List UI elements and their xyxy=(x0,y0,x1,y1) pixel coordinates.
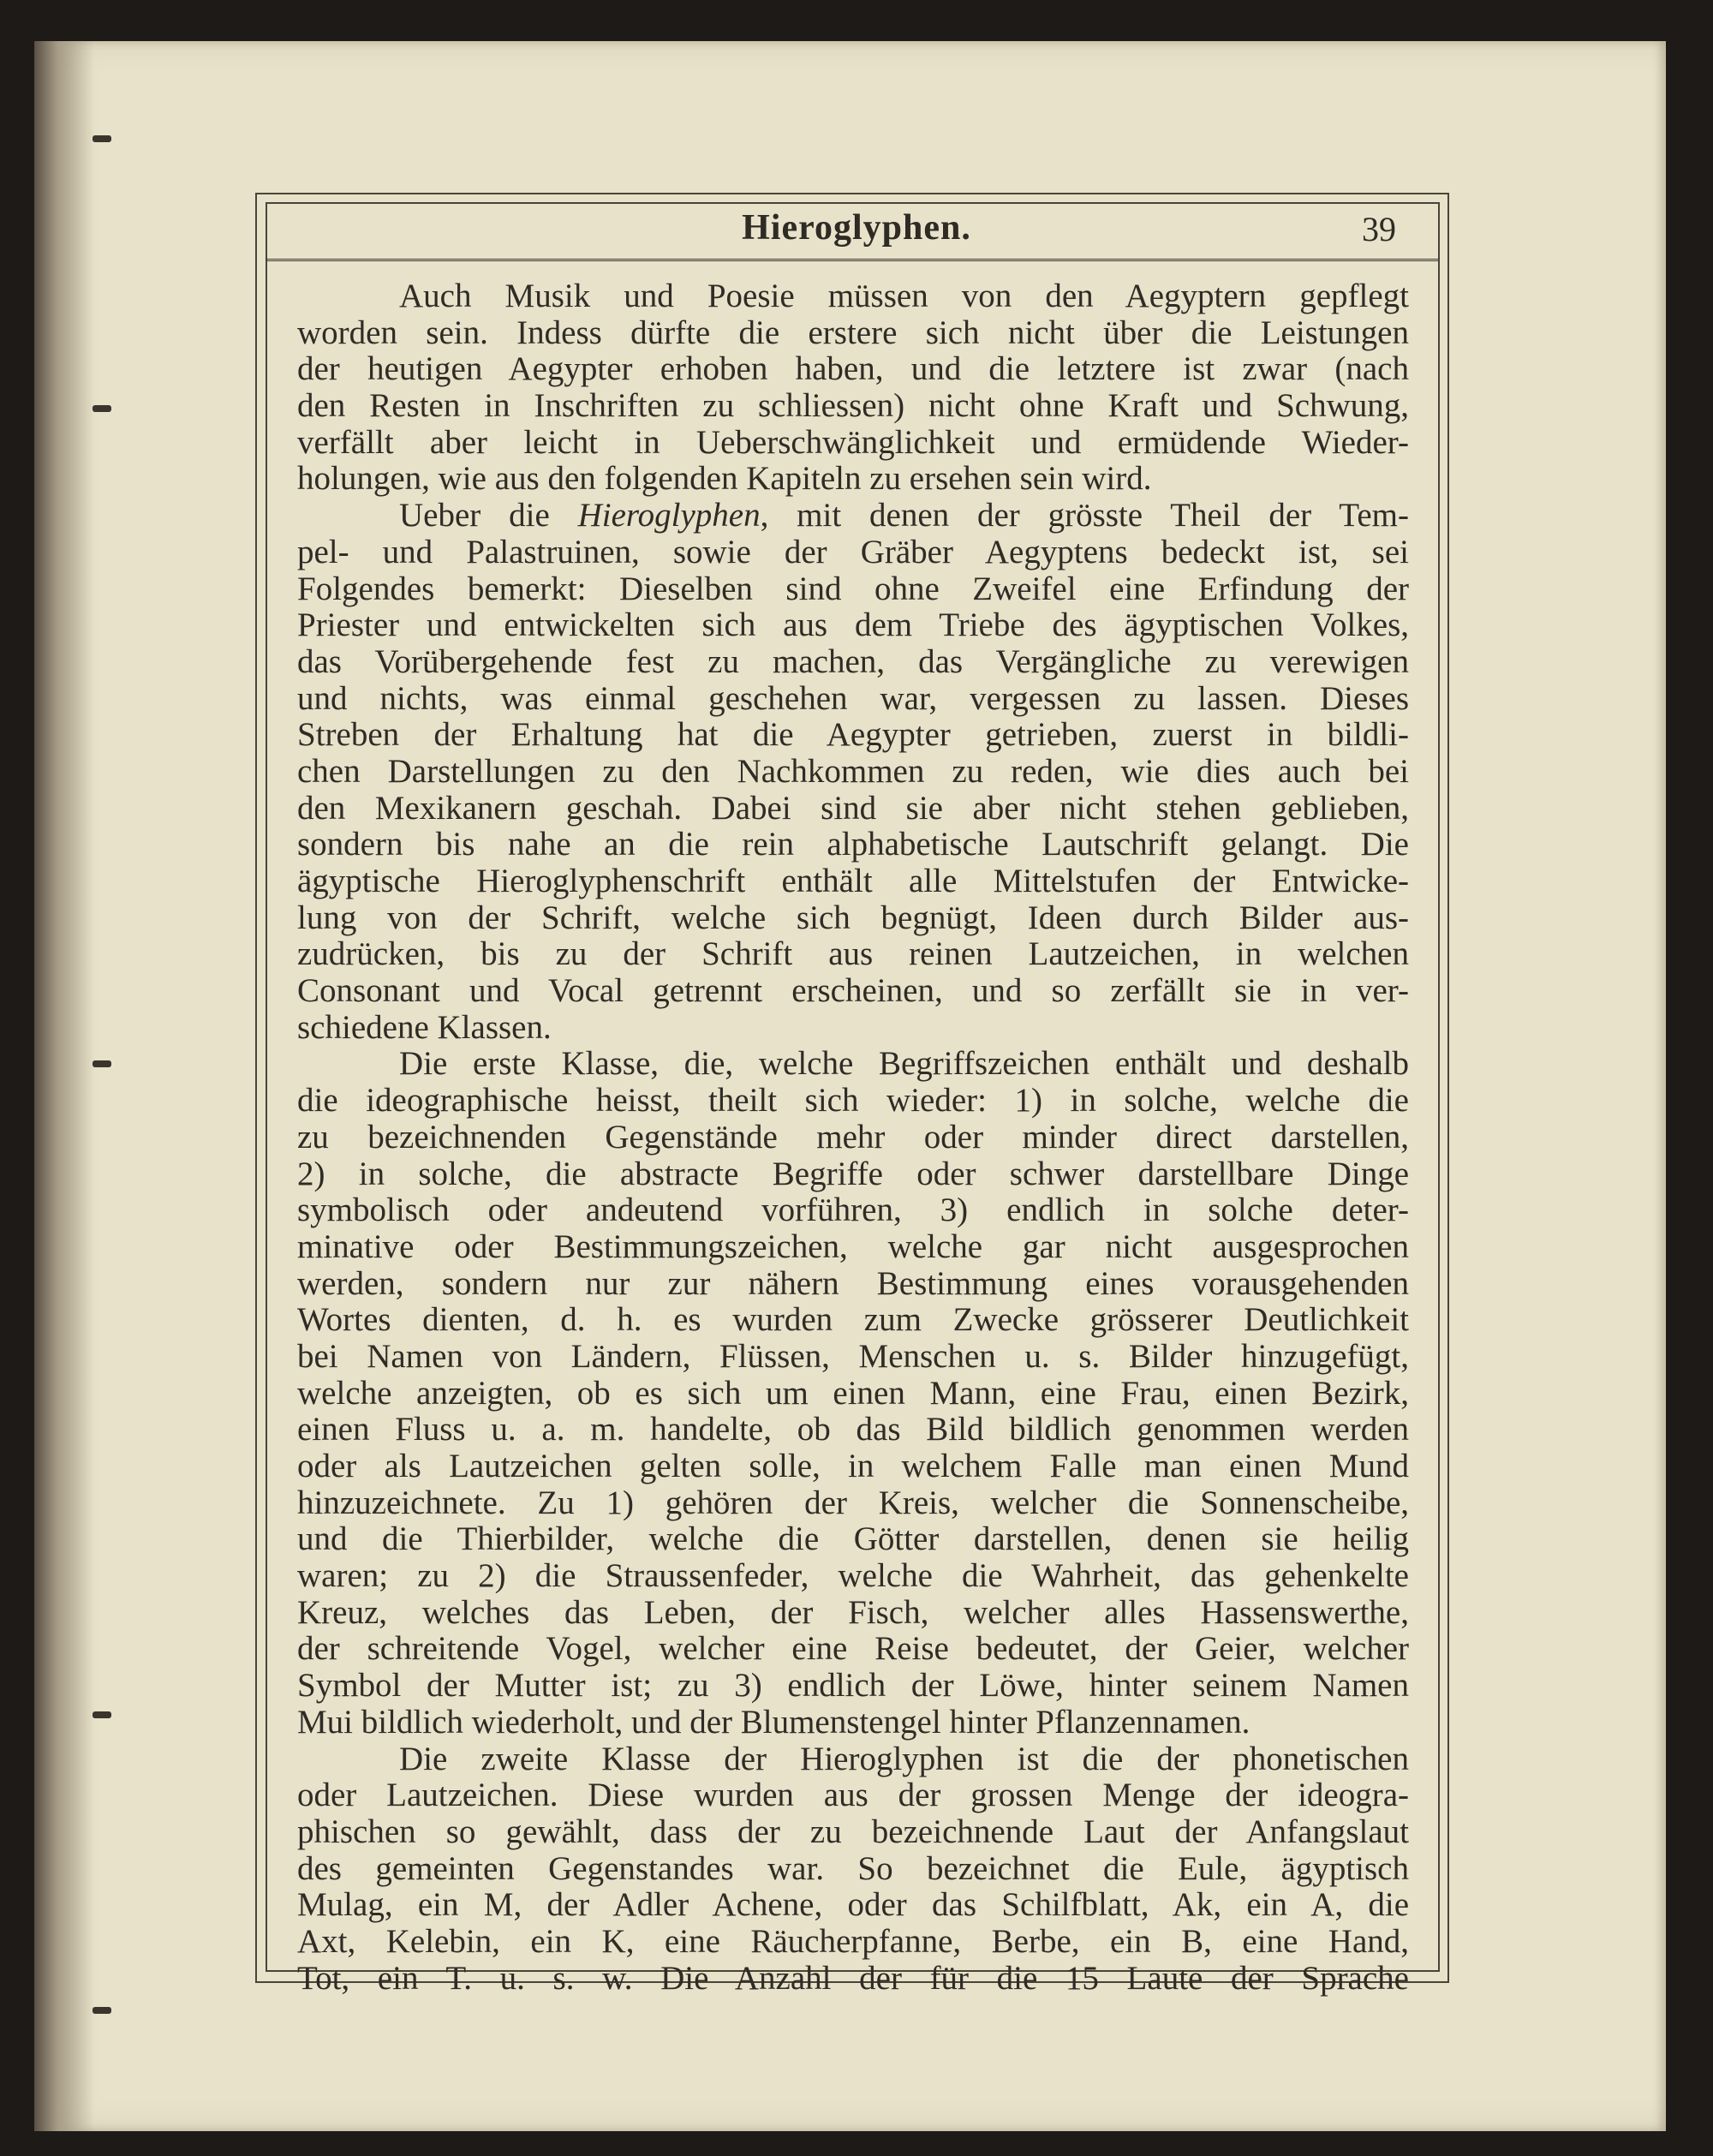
text-line: holungen, wie aus den folgenden Kapiteln zu ersehen sein wird. xyxy=(297,460,1152,498)
text-line: Consonant und Vocal getrennt erscheinen, und so zerfällt sie in ver- xyxy=(297,972,1409,1010)
text-line: waren; zu 2) die Straussenfeder, welche die Wahrheit, das gehenkelte xyxy=(297,1557,1409,1595)
header-rule xyxy=(266,259,1438,261)
paragraph xyxy=(297,498,1409,1046)
text-line: chen Darstellungen zu den Nachkommen zu reden, wie dies auch bei xyxy=(297,752,1409,790)
text-line: symbolisch oder andeutend vorführen, 3) endlich in solche deter- xyxy=(297,1191,1409,1229)
text-segment: , mit denen der grösste Theil der Tem- xyxy=(760,497,1410,535)
text-line: Die zweite Klasse der Hieroglyphen ist die der phonetischen xyxy=(399,1740,1409,1777)
text-line: werden, sondern nur zur nähern Bestimmung eines vorausgehenden xyxy=(297,1264,1409,1302)
text-line: oder als Lautzeichen gelten solle, in welchem Falle man einen Mund xyxy=(297,1448,1409,1484)
text-line: den Mexikanern geschah. Dabei sind sie aber nicht stehen geblieben, xyxy=(297,789,1409,827)
text-line: Wortes dienten, d. h. es wurden zum Zwecke grösserer Deutlichkeit xyxy=(297,1301,1409,1339)
text-line: Tot, ein T. u. s. w. Die Anzahl der für die 15 Laute der Sprache xyxy=(297,1959,1409,1997)
text-line: bei Namen von Ländern, Flüssen, Menschen u. s. Bilder hinzugefügt, xyxy=(297,1337,1409,1375)
text-line: der schreitende Vogel, welcher eine Reise bedeutet, der Geier, welcher xyxy=(297,1630,1409,1668)
text-line: Die erste Klasse, die, welche Begriffszeichen enthält und deshalb xyxy=(399,1045,1409,1083)
binding-thread-mark xyxy=(93,1060,111,1067)
text-line: und nichts, was einmal geschehen war, vergessen zu lassen. Dieses xyxy=(297,679,1409,717)
text-line: und die Thierbilder, welche die Götter darstellen, denen sie heilig xyxy=(297,1520,1409,1558)
text-line: minative oder Bestimmungszeichen, welche gar nicht ausgesprochen xyxy=(297,1227,1409,1265)
text-line: einen Fluss u. a. m. handelte, ob das Bild bildlich genommen werden xyxy=(297,1411,1409,1448)
text-line: pel- und Palastruinen, sowie der Gräber Aegyptens bedeckt ist, sei xyxy=(297,533,1409,570)
text-line: Mulag, ein M, der Adler Achene, oder das Schilfblatt, Ak, ein A, die xyxy=(297,1886,1409,1924)
text-line: schiedene Klassen. xyxy=(297,1008,552,1046)
text-line: den Resten in Inschriften zu schliessen) nicht ohne Kraft und Schwung, xyxy=(297,387,1409,425)
binding-thread-mark xyxy=(93,135,111,142)
text-line: Streben der Erhaltung hat die Aegypter getrieben, zuerst in bildli- xyxy=(297,716,1409,754)
page-number: 39 xyxy=(1362,210,1396,248)
text-line: oder Lautzeichen. Diese wurden aus der grossen Menge der ideogra- xyxy=(297,1777,1409,1814)
text-line: des gemeinten Gegenstandes war. So bezeichnet die Eule, ägyptisch xyxy=(297,1849,1409,1887)
text-line: 2) in solche, die abstracte Begriffe oder schwer darstellbare Dinge xyxy=(297,1155,1409,1192)
binding-thread-mark xyxy=(93,405,111,412)
binding-thread-mark xyxy=(93,2007,111,2014)
text-line: Symbol der Mutter ist; zu 3) endlich der Löwe, hinter seinem Namen xyxy=(297,1667,1409,1705)
text-line: der heutigen Aegypter erhoben haben, und die letztere ist zwar (nach xyxy=(297,350,1409,388)
text-line: Mui bildlich wiederholt, und der Blumenstengel hinter Pflanzennamen. xyxy=(297,1703,1250,1741)
text-line: Folgendes bemerkt: Dieselben sind ohne Zweifel eine Erfindung der xyxy=(297,570,1409,607)
text-line: ägyptische Hieroglyphenschrift enthält alle Mittelstufen der Entwicke- xyxy=(297,863,1409,899)
text-line: zu bezeichnenden Gegenstände mehr oder minder direct darstellen, xyxy=(297,1118,1409,1156)
text-line: sondern bis nahe an die rein alphabetische Lautschrift gelangt. Die xyxy=(297,826,1409,863)
text-line: verfällt aber leicht in Ueberschwänglichkeit und ermüdende Wieder- xyxy=(297,423,1409,461)
text-line: worden sein. Indess dürfte die erstere sich nicht über die Leistungen xyxy=(297,314,1409,351)
text-line: hinzuzeichnete. Zu 1) gehören der Kreis, welcher die Sonnenscheibe, xyxy=(297,1484,1409,1521)
paragraph xyxy=(297,1741,1409,1998)
text-line: Auch Musik und Poesie müssen von den Aegyptern gepflegt xyxy=(399,278,1409,314)
italic-term: Hieroglyphen xyxy=(577,497,761,535)
text-line: Priester und entwickelten sich aus dem Triebe des ägyptischen Volkes, xyxy=(297,606,1409,644)
text-segment: Ueber die xyxy=(399,497,578,535)
text-line: die ideographische heisst, theilt sich wieder: 1) in solche, welche die xyxy=(297,1082,1409,1120)
page-body-text xyxy=(297,278,1409,1997)
paragraph xyxy=(297,278,1409,498)
text-line: welche anzeigten, ob es sich um einen Mann, eine Frau, einen Bezirk, xyxy=(297,1374,1409,1412)
text-line xyxy=(297,498,1409,535)
text-line: Kreuz, welches das Leben, der Fisch, welcher alles Hassenswerthe, xyxy=(297,1593,1409,1631)
text-line: zudrücken, bis zu der Schrift aus reinen Lautzeichen, in welchen xyxy=(297,935,1409,973)
text-line: phischen so gewählt, dass der zu bezeichnende Laut der Anfangslaut xyxy=(297,1813,1409,1850)
paragraph xyxy=(297,1046,1409,1741)
text-line: das Vorübergehende fest zu machen, das Vergängliche zu verewigen xyxy=(297,642,1409,680)
running-header-title: Hieroglyphen. xyxy=(742,208,971,248)
text-line: lung von der Schrift, welche sich begnügt, Ideen durch Bilder aus- xyxy=(297,899,1409,936)
text-line: Axt, Kelebin, ein K, eine Räucherpfanne, Berbe, ein B, eine Hand, xyxy=(297,1922,1409,1960)
binding-thread-mark xyxy=(93,1711,111,1718)
book-spine-shadow xyxy=(34,41,94,2131)
